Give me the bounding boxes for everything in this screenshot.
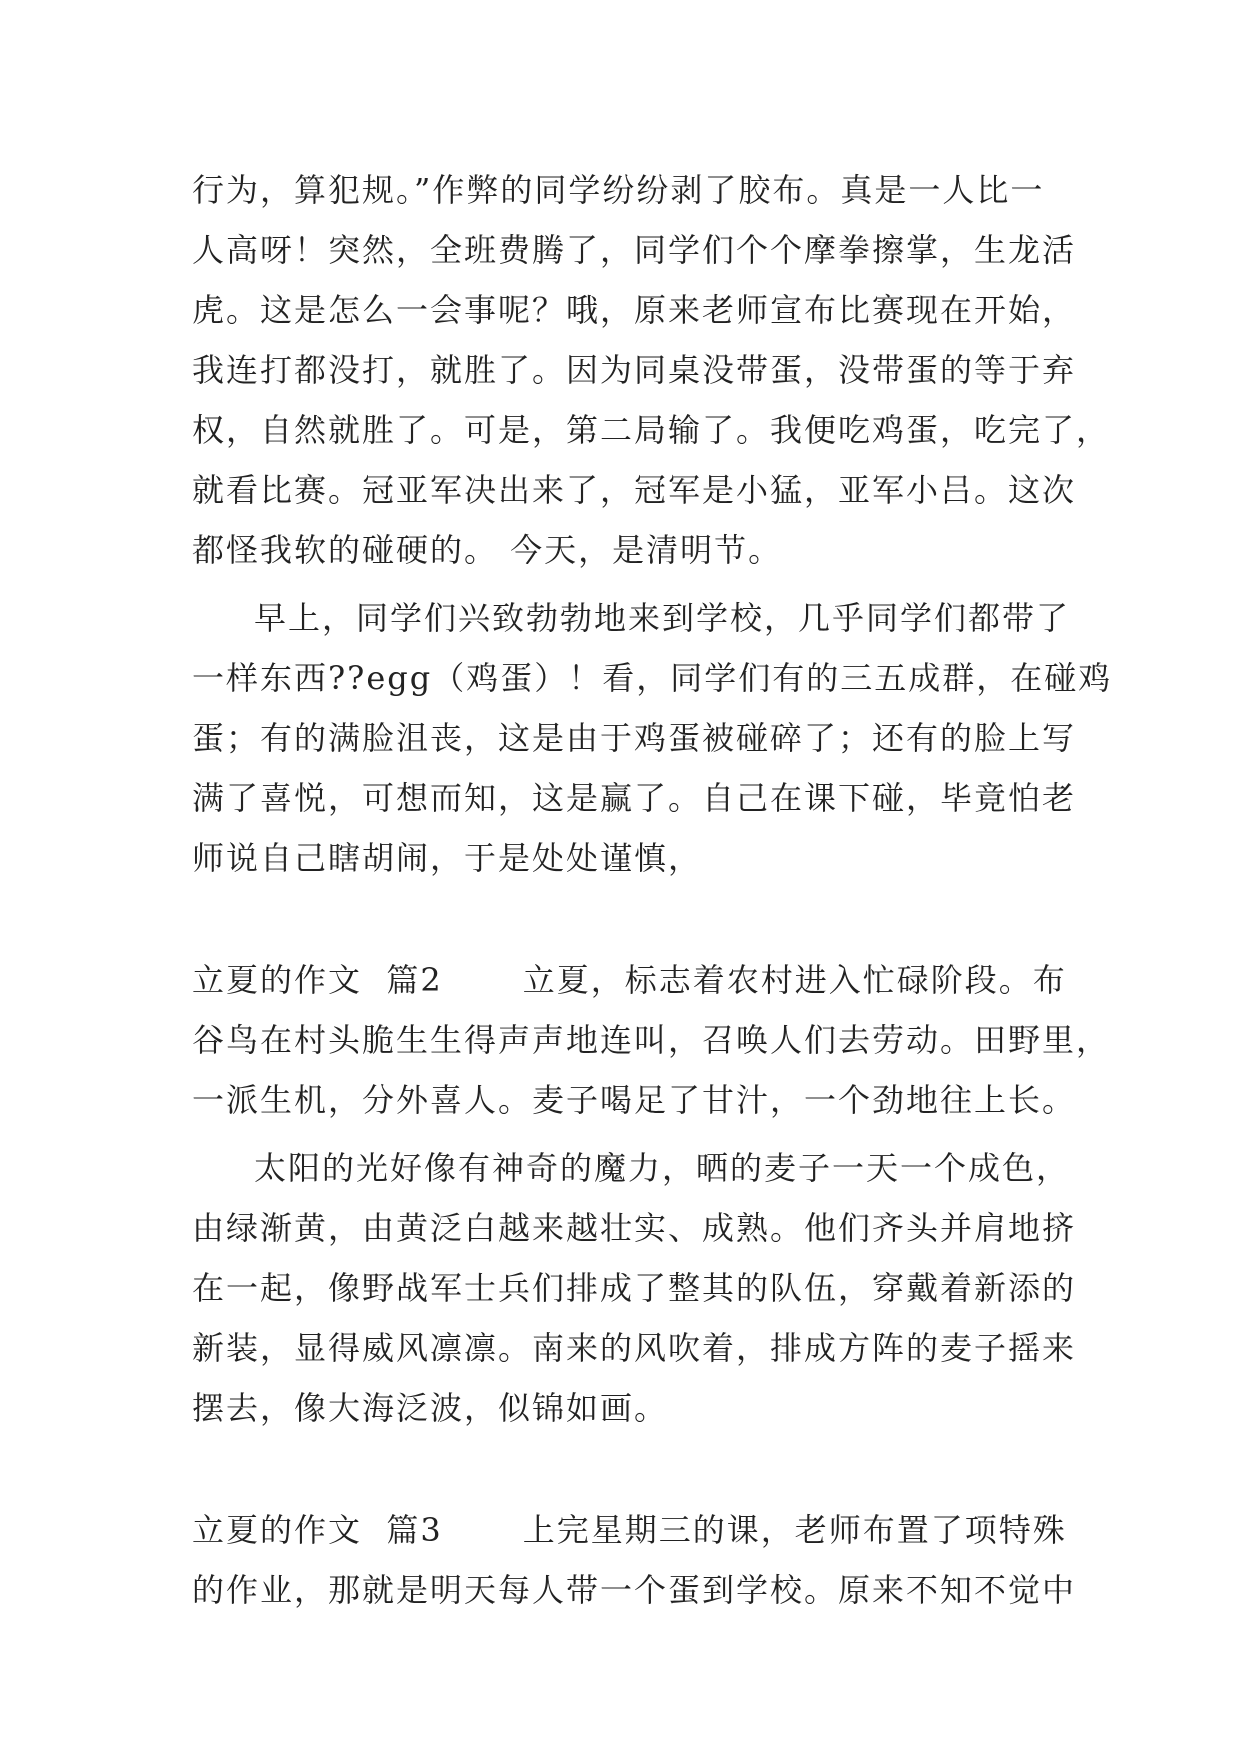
text-line: 摆去，像大海泛波，似锦如画。 (192, 1389, 669, 1427)
text-line: 谷鸟在村头脆生生得声声地连叫，召唤人们去劳动。田野里， (192, 1021, 1111, 1059)
text-line: 太阳的光好像有神奇的魔力，晒的麦子一天一个成色， (254, 1149, 1071, 1187)
section-3 (192, 1500, 1077, 1620)
section-heading-line (192, 950, 1072, 1010)
text-line: 师说自己瞎胡闹，于是处处谨慎， (192, 839, 703, 877)
text-line: 虎。这是怎么一会事呢？哦，原来老师宣布比赛现在开始， (192, 291, 1077, 329)
text-line: 满了喜悦，可想而知，这是赢了。自己在课下碰，毕竟怕老 (192, 779, 1077, 817)
section-first-line: 上完星期三的课，老师布置了项特殊 (522, 1511, 1067, 1549)
section-spacer (192, 1438, 1072, 1500)
text-line: 蛋；有的满脸沮丧，这是由于鸡蛋被碰碎了；还有的脸上写 (192, 719, 1077, 757)
document-body (192, 160, 1113, 1620)
text-line: 在一起，像野战军士兵们排成了整其的队伍，穿戴着新添的 (192, 1269, 1077, 1307)
section-spacer (192, 888, 1072, 950)
text-line: 人高呀！突然，全班费腾了，同学们个个摩拳擦掌，生龙活 (192, 231, 1077, 269)
section-heading: 立夏的作文 篇3 (192, 1511, 443, 1549)
text-line: 早上，同学们兴致勃勃地来到学校，几乎同学们都带了 (254, 599, 1071, 637)
section-first-line: 立夏，标志着农村进入忙碌阶段。布 (522, 961, 1067, 999)
text-line: 就看比赛。冠亚军决出来了，冠军是小猛，亚军小吕。这次 (192, 471, 1077, 509)
text-line: 新装，显得威风凛凛。南来的风吹着，排成方阵的麦子摇来 (192, 1329, 1077, 1367)
section-heading-line (192, 1500, 1072, 1560)
paragraph-1 (192, 160, 1111, 580)
paragraph-spacer (192, 1130, 1072, 1138)
section-heading: 立夏的作文 篇2 (192, 961, 443, 999)
text-line: 权，自然就胜了。可是，第二局输了。我便吃鸡蛋，吃完了， (192, 411, 1111, 449)
text-line: 一派生机，分外喜人。麦子喝足了甘汁，一个劲地往上长。 (192, 1081, 1077, 1119)
section-2-paragraph-2 (192, 1138, 1077, 1438)
text-line: 一样东西??egg（鸡蛋）！看，同学们有的三五成群，在碰鸡 (192, 659, 1113, 697)
text-line: 由绿渐黄，由黄泛白越来越壮实、成熟。他们齐头并肩地挤 (192, 1209, 1077, 1247)
section-2 (192, 950, 1111, 1130)
text-line: 都怪我软的碰硬的。 今天，是清明节。 (192, 531, 783, 569)
text-line: 行为，算犯规。”作弊的同学纷纷剥了胶布。真是一人比一 (192, 171, 1045, 209)
text-line: 我连打都没打，就胜了。因为同桌没带蛋，没带蛋的等于弃 (192, 351, 1077, 389)
paragraph-2 (192, 588, 1113, 888)
text-line: 的作业，那就是明天每人带一个蛋到学校。原来不知不觉中 (192, 1571, 1077, 1609)
paragraph-spacer (192, 580, 1072, 588)
